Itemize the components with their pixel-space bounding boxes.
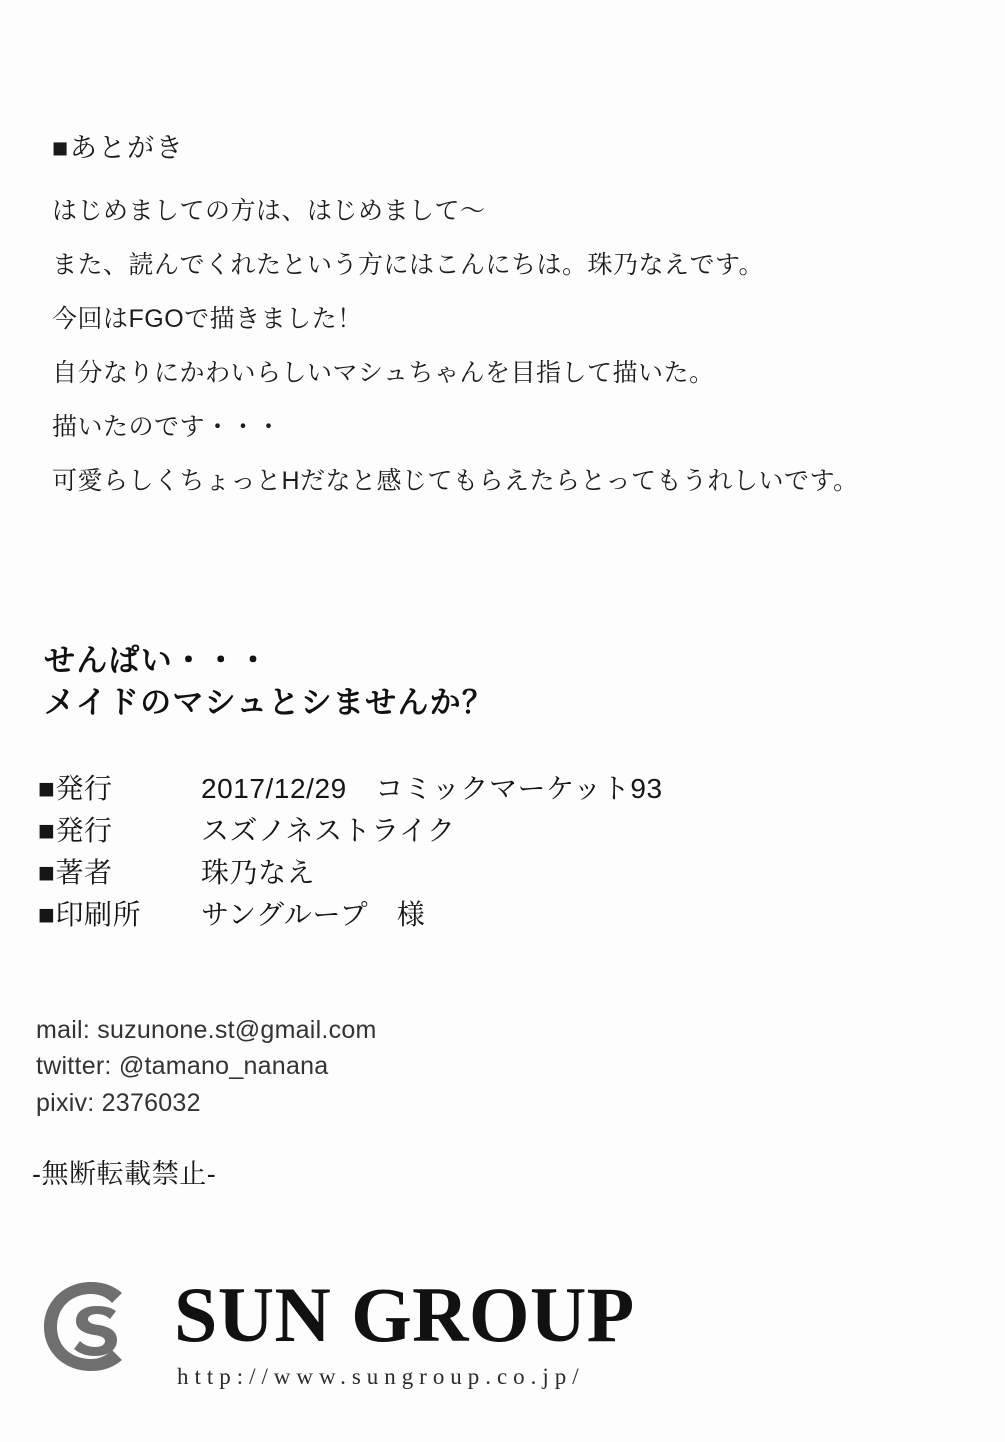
contact-mail: mail: suzunone.st@gmail.com — [36, 1016, 377, 1044]
afterword-line: 自分なりにかわいらしいマシュちゃんを目指して描いた。 — [52, 359, 715, 387]
colophon-row — [38, 810, 938, 852]
afterword-line: 可愛らしくちょっとHだなと感じてもらえたらとってもうれしいです。 — [52, 467, 859, 495]
contact-twitter: twitter: @tamano_nanana — [36, 1052, 329, 1081]
logo-wordmark: SUN GROUP — [174, 1271, 635, 1358]
work-title-line-1: せんぱい・・・ — [44, 643, 270, 678]
colophon-label: ■発行 — [38, 815, 113, 846]
afterword-section — [52, 126, 952, 523]
colophon-label: ■著者 — [38, 857, 113, 888]
reprint-prohibited-notice: -無断転載禁止- — [32, 1159, 217, 1189]
colophon-label: ■発行 — [38, 773, 113, 804]
colophon-row — [38, 768, 938, 810]
colophon-value: 珠乃なえ — [201, 857, 316, 888]
colophon-value: スズノネストライク — [201, 815, 456, 846]
colophon-section — [38, 768, 938, 936]
afterword-line: はじめましての方は、はじめまして〜 — [52, 197, 486, 225]
afterword-heading: ■あとがき — [52, 133, 185, 163]
colophon-row — [38, 852, 938, 894]
printer-logo — [34, 1272, 654, 1402]
work-title-line-2: メイドのマシュとシませんか？ — [44, 684, 495, 720]
colophon-row — [38, 894, 938, 936]
colophon-value: サングループ 様 — [201, 899, 426, 930]
afterword-line: 今回はFGOで描きました！ — [52, 305, 363, 333]
work-title — [44, 640, 944, 724]
colophon-value: 2017/12/29 コミックマーケット93 — [201, 773, 663, 804]
afterword-line: また、読んでくれたという方にはこんにちは。珠乃なえです。 — [52, 251, 765, 279]
contact-section — [36, 1012, 936, 1121]
logo-url: http://www.sungroup.co.jp/ — [177, 1364, 585, 1389]
afterword-line: 描いたのです・・・ — [52, 413, 282, 441]
contact-pixiv: pixiv: 2376032 — [36, 1088, 201, 1117]
colophon-label: ■印刷所 — [38, 899, 142, 930]
sun-group-logo-icon — [34, 1276, 152, 1376]
